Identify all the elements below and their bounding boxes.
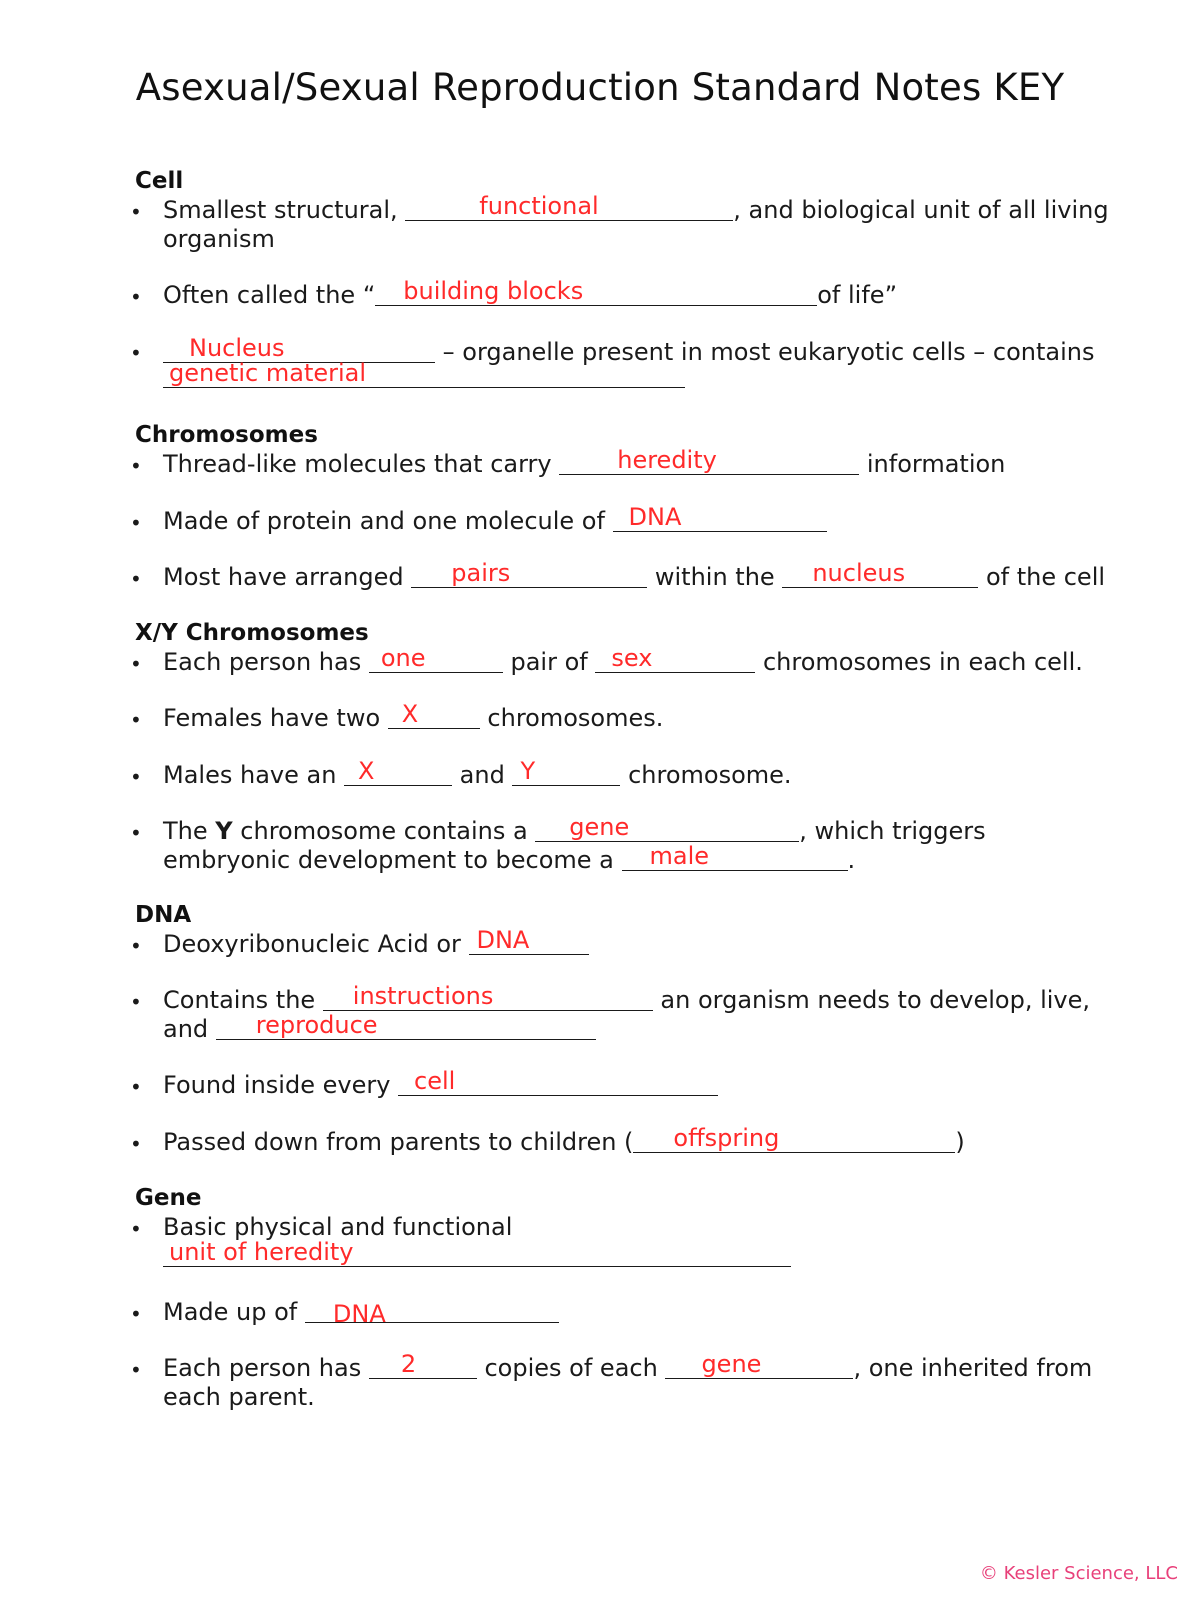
answer-text: offspring [673, 1124, 780, 1152]
answer-text: DNA [628, 503, 682, 531]
list-item-continuation: each parent. [163, 1383, 315, 1411]
list-item: Most have arranged pairs within the nucleus of the cell [163, 559, 1106, 591]
answer-blank [782, 559, 978, 588]
bullet: • [130, 1132, 142, 1156]
answer-blank [559, 446, 859, 475]
answer-text: functional [479, 192, 599, 220]
answer-blank [369, 644, 503, 673]
answer-text: X [401, 700, 419, 728]
answer-text: building blocks [403, 277, 584, 305]
answer-text: reproduce [255, 1011, 378, 1039]
answer-blank [622, 842, 848, 871]
answer-blank [595, 644, 755, 673]
answer-text: X [358, 757, 375, 785]
bullet: • [130, 511, 142, 535]
page-title: Asexual/Sexual Reproduction Standard Notes KEY [135, 66, 1065, 109]
bullet: • [130, 454, 142, 478]
answer-text: Y [520, 757, 536, 785]
list-item-continuation [163, 1238, 791, 1271]
list-item: Contains the instructions an organism needs to develop, live, [163, 982, 1091, 1014]
list-item: Passed down from parents to children ( offspring ) [163, 1124, 965, 1156]
list-item: Made of protein and one molecule of DNA [163, 507, 827, 536]
answer-blank [633, 1124, 955, 1153]
answer-text: 2 [400, 1350, 417, 1378]
answer-text: pairs [451, 559, 511, 587]
list-item: The Y chromosome contains a gene , which triggers [163, 813, 986, 845]
answer-text: heredity [617, 446, 717, 474]
answer-text: sex [611, 644, 653, 672]
answer-blank [369, 1350, 477, 1379]
answer-text: unit of heredity [169, 1238, 354, 1266]
bullet: • [130, 765, 142, 789]
bullet: • [130, 1358, 142, 1382]
list-item-continuation: embryonic development to become a male . [163, 842, 856, 874]
section-heading-xy-chromosomes: X/Y Chromosomes [135, 620, 369, 646]
answer-text: cell [414, 1067, 456, 1095]
list-item-continuation: and reproduce [163, 1015, 596, 1044]
answer-text: male [649, 842, 710, 870]
answer-text: one [380, 644, 426, 672]
list-item: Basic physical and functional [163, 1213, 513, 1241]
bullet: • [130, 285, 142, 309]
answer-blank [411, 559, 647, 588]
bullet: • [130, 567, 142, 591]
section-heading-chromosomes: Chromosomes [135, 422, 318, 448]
answer-text: gene [701, 1350, 762, 1378]
answer-text: nucleus [812, 559, 906, 587]
answer-blank [323, 982, 653, 1011]
list-item: Each person has 2 copies of each gene , one inherited from [163, 1350, 1093, 1382]
bullet: • [130, 652, 142, 676]
bullet: • [130, 934, 142, 958]
answer-blank [665, 1350, 853, 1379]
section-heading-dna: DNA [135, 902, 192, 928]
answer-text: Nucleus [189, 334, 285, 362]
bullet: • [130, 990, 142, 1014]
section-heading-cell: Cell [135, 168, 184, 194]
answer-blank [344, 757, 452, 786]
bullet: • [130, 341, 142, 365]
list-item: Deoxyribonucleic Acid or DNA [163, 930, 589, 959]
list-item-continuation: organism [163, 225, 275, 253]
answer-blank [613, 503, 827, 532]
answer-blank [398, 1067, 718, 1096]
list-item: Each person has one pair of sex chromosomes in each cell. [163, 644, 1083, 676]
answer-blank [469, 926, 589, 955]
section-heading-gene: Gene [135, 1185, 202, 1211]
list-item: Males have an X and Y chromosome. [163, 757, 792, 789]
list-item-continuation [163, 359, 685, 392]
list-item: Made up of DNA [163, 1298, 559, 1327]
answer-blank [512, 757, 620, 786]
answer-blank [305, 1298, 559, 1328]
answer-blank [163, 359, 685, 388]
list-item: Smallest structural, functional , and biological unit of all living [163, 192, 1109, 224]
answer-blank [388, 700, 480, 729]
answer-blank [216, 1011, 596, 1040]
answer-text: instructions [352, 982, 494, 1010]
list-item: Females have two X chromosomes. [163, 700, 664, 732]
answer-blank [535, 813, 799, 842]
list-item: Nucleus – organelle present in most eukaryotic cells – contains [163, 338, 1094, 367]
list-item: Thread-like molecules that carry heredity information [163, 446, 1006, 478]
answer-blank [163, 1238, 791, 1267]
bullet: • [130, 1302, 142, 1326]
answer-blank [405, 192, 733, 221]
bullet: • [130, 1075, 142, 1099]
answer-text: DNA [332, 1300, 386, 1328]
bullet: • [130, 200, 142, 224]
bullet: • [130, 821, 142, 845]
answer-text: genetic material [169, 359, 367, 387]
bullet: • [130, 1217, 142, 1241]
bullet: • [130, 708, 142, 732]
list-item: Often called the “ building blocks of life” [163, 277, 897, 309]
list-item: Found inside every cell [163, 1071, 718, 1100]
answer-text: gene [569, 813, 630, 841]
copyright-footer: © Kesler Science, LLC [979, 1563, 1178, 1584]
answer-text: DNA [476, 926, 530, 954]
